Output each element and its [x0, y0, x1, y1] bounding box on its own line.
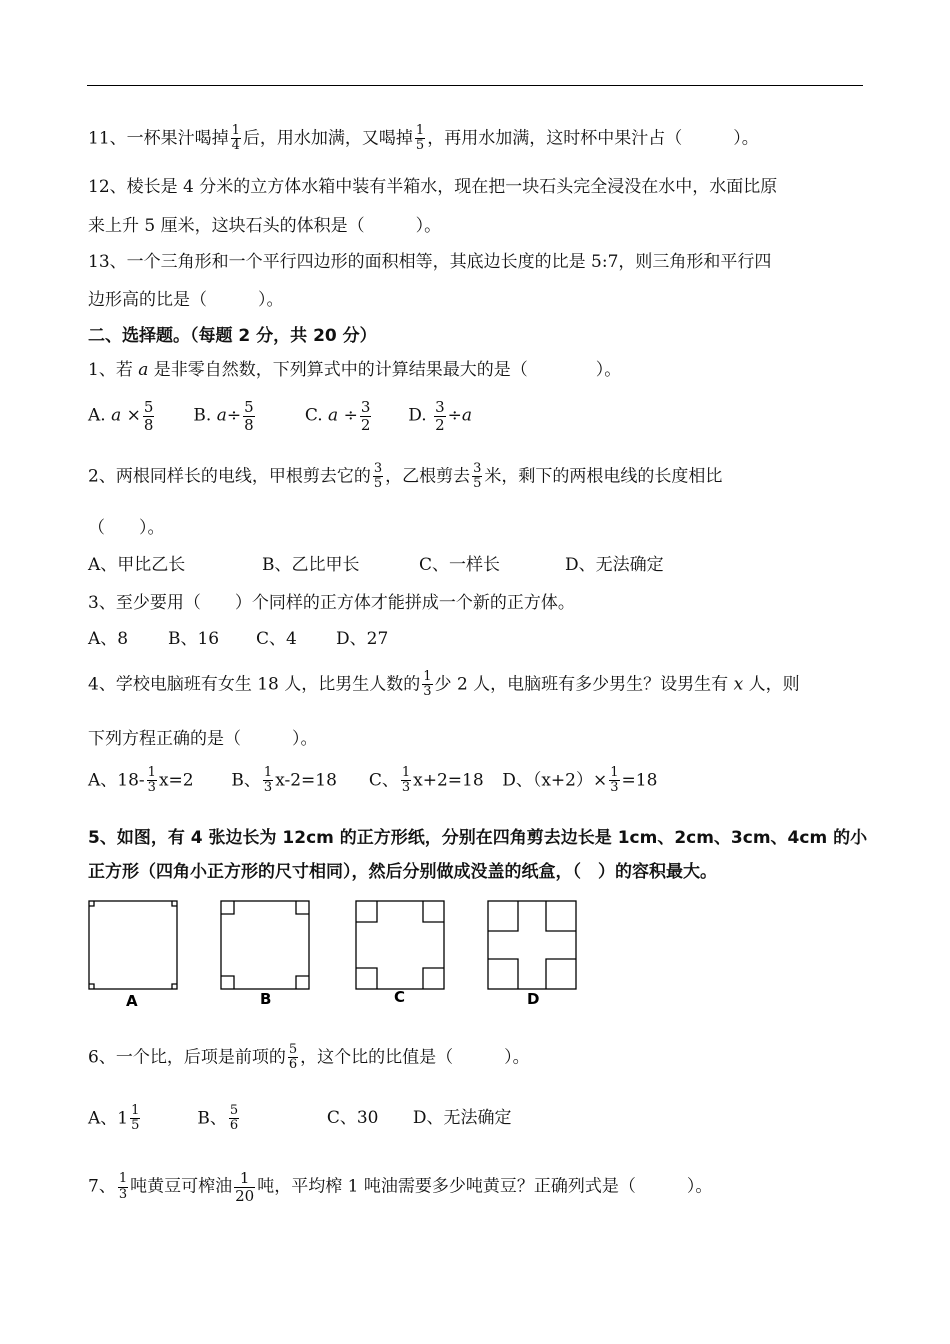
- cut-corners-c: [356, 901, 444, 989]
- choice-2: 2、两根同样长的电线，甲根剪去它的 $\frac{3}{5}$ ，乙根剪去 $\frac{3}{5}$ 米，剩下的两根电线的长度相比: [88, 461, 723, 492]
- question-13-line-1: 13、一个三角形和一个平行四边形的面积相等，其底边长度的比是 5:7，则三角形和平行四: [88, 252, 772, 272]
- fraction: $\frac{1}{4}$: [231, 123, 240, 154]
- choice-2-line-2: （ ）。: [88, 518, 165, 538]
- square-a: [89, 901, 177, 989]
- cut-corners-b: [221, 901, 309, 989]
- label-a: A: [126, 992, 138, 1010]
- label-b: B: [260, 990, 272, 1008]
- label-d: D: [527, 990, 540, 1008]
- question-13-line-2: 边形高的比是（ ）。: [88, 290, 284, 310]
- cut-corners-d: [488, 901, 576, 989]
- question-12-line-1: 12、棱长是 4 分米的立方体水箱中装有半箱水，现在把一块石头完全浸没在水中，水面比原: [88, 177, 778, 197]
- choice-5-line-2: 正方形（四角小正方形的尺寸相同），然后分别做成没盖的纸盒，（ ）的容积最大。: [88, 862, 717, 882]
- header-rule: [87, 85, 863, 86]
- question-12-line-2: 来上升 5 厘米，这块石头的体积是（ ）。: [88, 216, 442, 236]
- choice-1: 1、若 a 是非零自然数，下列算式中的计算结果最大的是（ ）。: [88, 360, 622, 380]
- paper-squares-figure: [86, 898, 586, 1010]
- choice-4: 4、学校电脑班有女生 18 人，比男生人数的 $\frac{1}{3}$ 少 2 人，电脑班有多少男生？设男生有 x 人，则: [88, 669, 800, 700]
- question-11: 11、一杯果汁喝掉 $\frac{1}{4}$ 后，用水加满，又喝掉 $\frac{1}{5}$ ，再用水加满，这时杯中果汁占（ ）。: [88, 123, 759, 154]
- square-d: [488, 901, 576, 989]
- section-heading: 二、选择题。（每题 2 分，共 20 分）: [88, 326, 377, 346]
- choice-4-options: A、18- $\frac{1}{3}$ x=2 B、 $\frac{1}{3}$ x-2=18 C、 $\frac{1}{3}$ x+2=18 D、（x+2）× $\frac{1}{3}$ =18: [88, 765, 658, 796]
- choice-1-options: A. a × $\frac{5}{8}$ B. a÷ $\frac{5}{8}$ C. a ÷ $\frac{3}{2}$ D. $\frac{3}{2}$ ÷a: [88, 398, 472, 434]
- fraction: $\frac{1}{5}$: [415, 123, 425, 154]
- square-c: [356, 901, 444, 989]
- cut-corners-a: [89, 901, 177, 989]
- choice-7: 7、 $\frac{1}{3}$ 吨黄豆可榨油 $\frac{1}{20}$ 吨，平均榨 1 吨油需要多少吨黄豆？正确列式是（ ）。: [88, 1169, 713, 1205]
- choice-3-options: A、8 B、16 C、4 D、27: [88, 629, 389, 649]
- choice-3: 3、至少要用（ ）个同样的正方体才能拼成一个新的正方体。: [88, 593, 575, 613]
- label-c: C: [394, 988, 406, 1006]
- choice-5-line-1: 5、如图，有 4 张边长为 12cm 的正方形纸，分别在四角剪去边长是 1cm、2cm、3cm、4cm 的小: [88, 828, 868, 848]
- choice-2-options: A、甲比乙长 B、乙比甲长 C、一样长 D、无法确定: [88, 555, 664, 575]
- choice-4-line-2: 下列方程正确的是（ ）。: [88, 729, 318, 749]
- choice-6-options: A、1 $\frac{1}{5}$ B、 $\frac{5}{6}$ C、30 D、无法确定: [88, 1103, 512, 1134]
- choice-6: 6、一个比，后项是前项的 $\frac{5}{6}$ ，这个比的比值是（ ）。: [88, 1042, 530, 1073]
